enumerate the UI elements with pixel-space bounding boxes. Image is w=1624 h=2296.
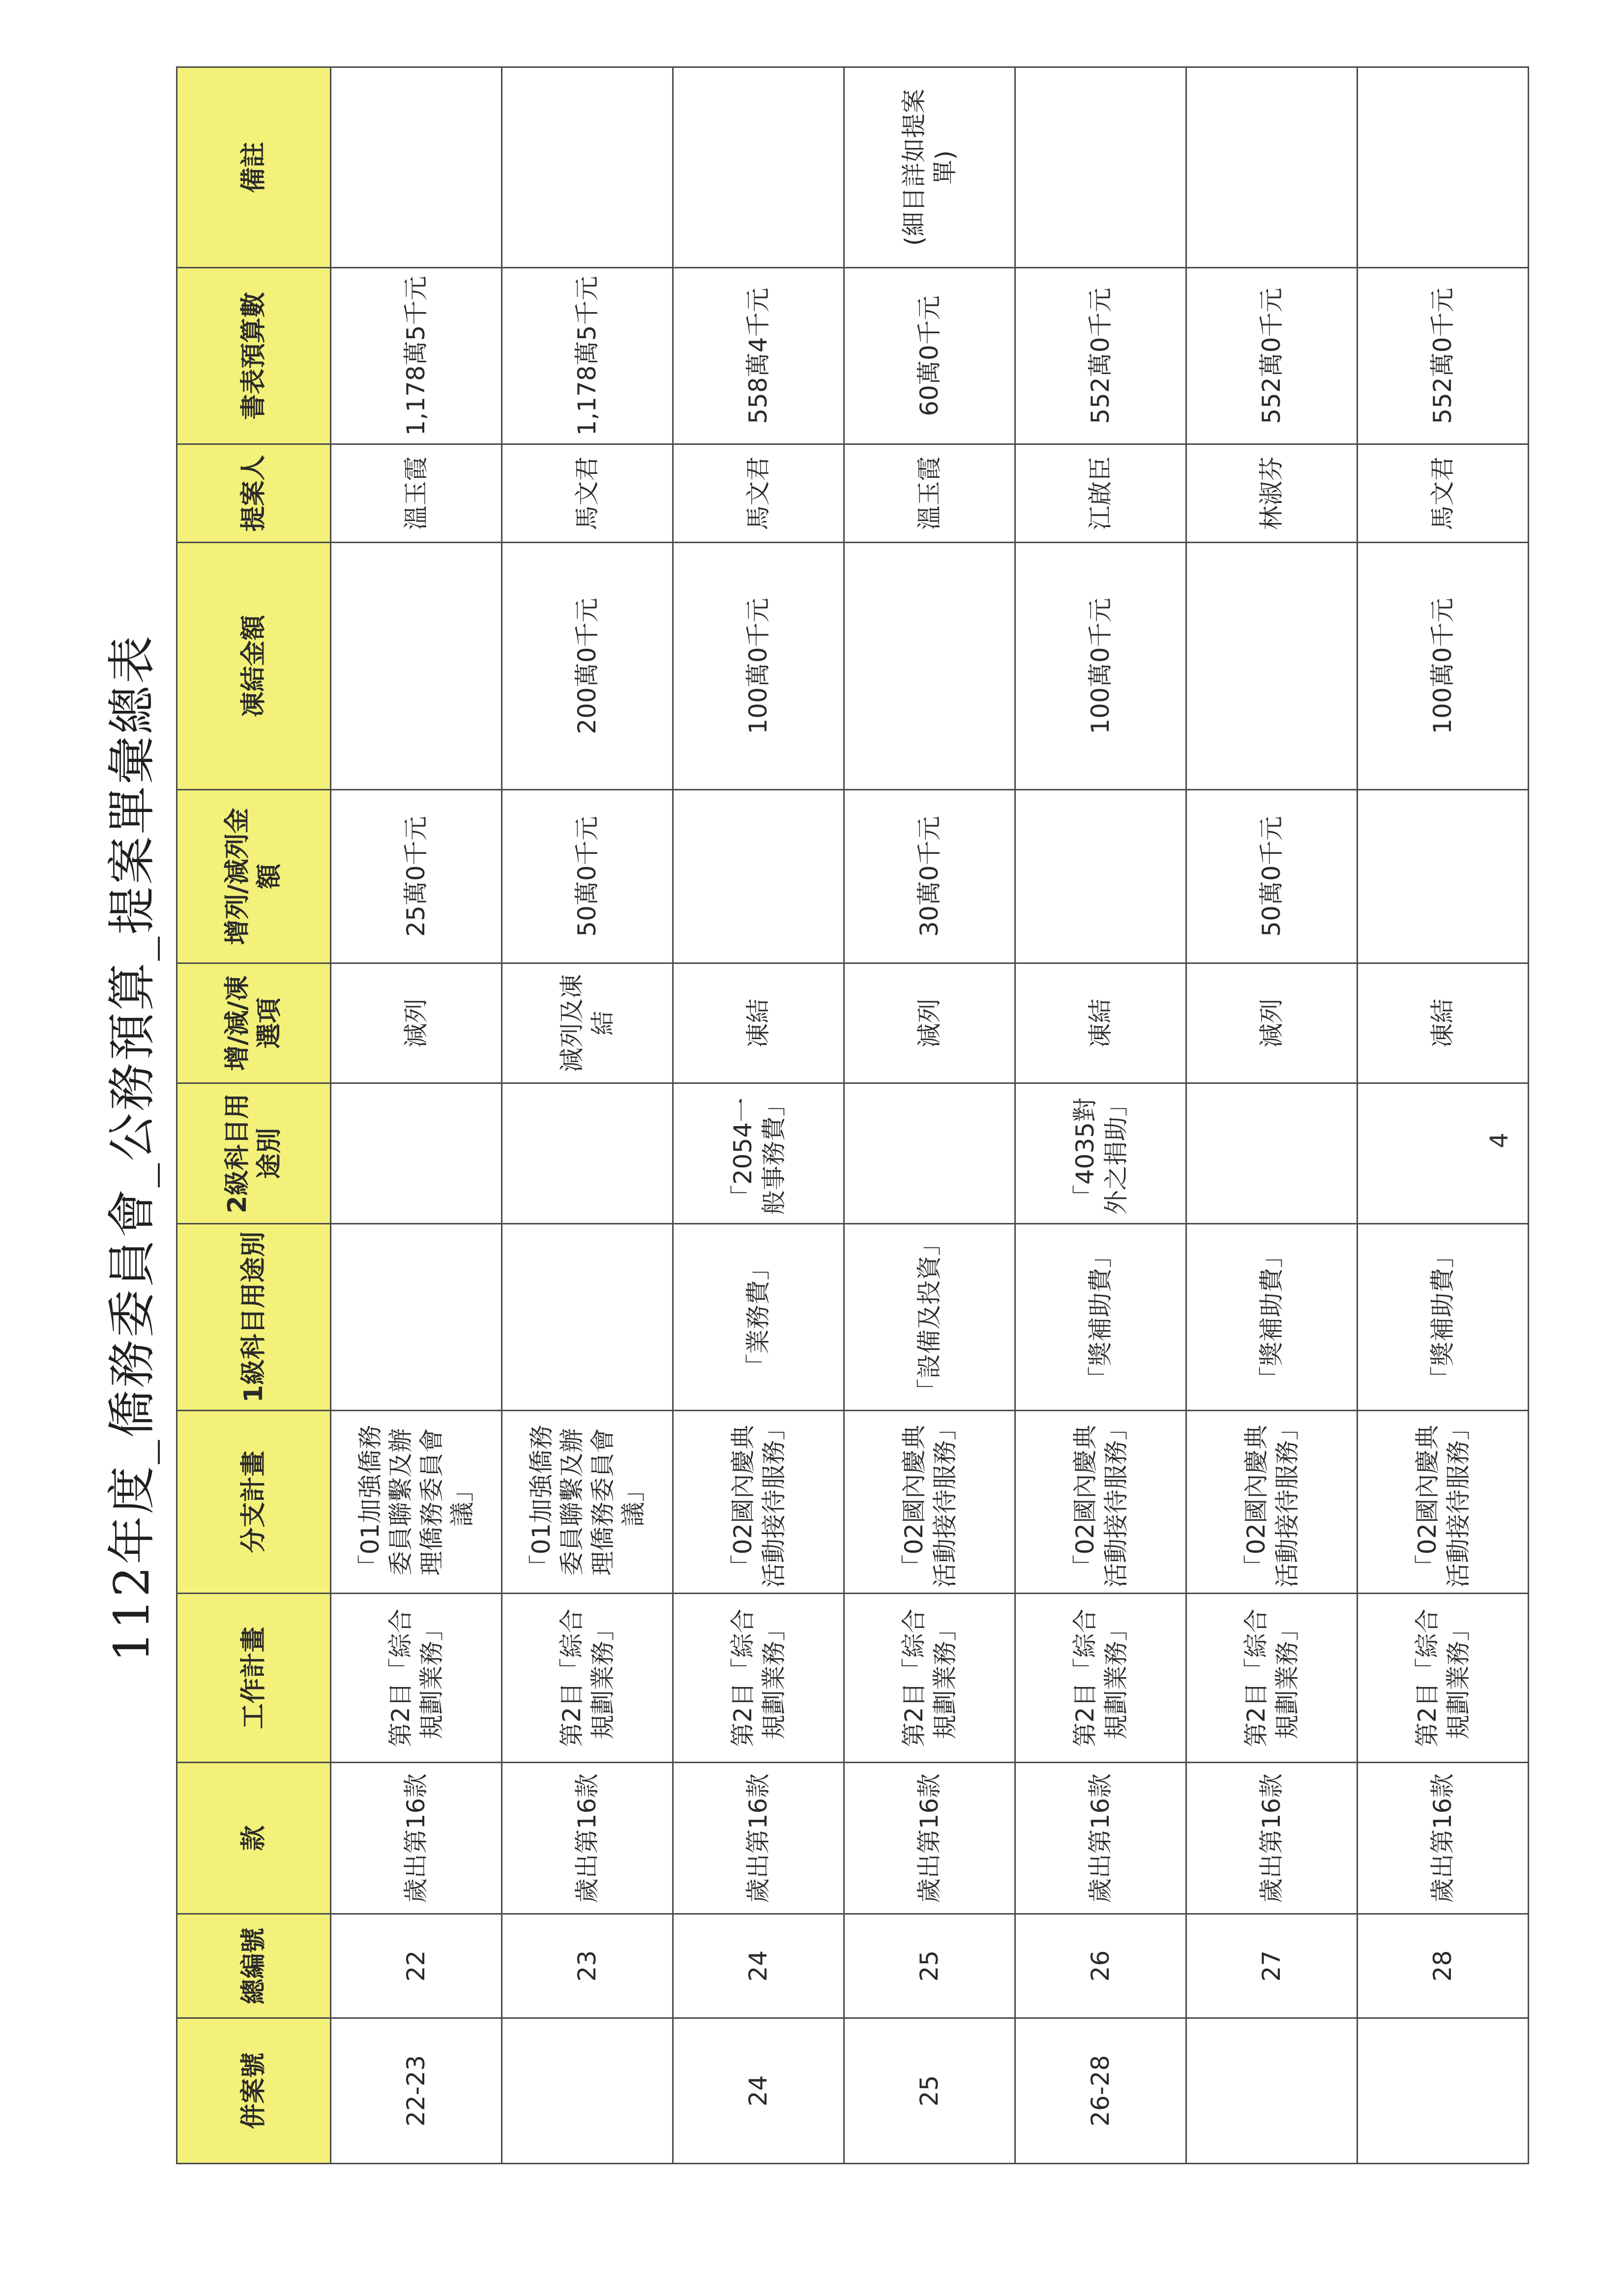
level1-cell — [502, 1224, 673, 1411]
change-amount-cell — [1358, 790, 1529, 963]
page-number: 4 — [1485, 1133, 1513, 1148]
serial-no-cell: 28 — [1358, 1914, 1529, 2018]
merged-no-cell — [1186, 2018, 1358, 2164]
serial-no-cell: 27 — [1186, 1914, 1358, 2018]
proposer-cell: 馬文君 — [673, 444, 844, 543]
header-remark: 備註 — [177, 67, 331, 268]
change-amount-cell — [673, 790, 844, 963]
freeze-amount-cell: 100萬0千元 — [1015, 543, 1186, 790]
level1-cell: 「業務費」 — [673, 1224, 844, 1411]
merged-no-cell: 25 — [844, 2018, 1015, 2164]
change-amount-cell: 30萬0千元 — [844, 790, 1015, 963]
change-amount-cell: 50萬0千元 — [1186, 790, 1358, 963]
merged-no-cell — [502, 2018, 673, 2164]
header-work-plan: 工作計畫 — [177, 1594, 331, 1763]
section-cell: 歲出第16款 — [1358, 1763, 1529, 1914]
sub-plan-cell: 「02國內慶典活動接待服務」 — [844, 1411, 1015, 1594]
level2-cell — [1186, 1083, 1358, 1224]
remark-cell — [502, 67, 673, 268]
sub-plan-cell: 「02國內慶典活動接待服務」 — [1186, 1411, 1358, 1594]
header-merged-no: 併案號 — [177, 2018, 331, 2164]
table-row — [844, 67, 1015, 2164]
action-cell: 減列 — [844, 963, 1015, 1083]
level2-cell: 「4035對外之捐助」 — [1015, 1083, 1186, 1224]
work-plan-cell: 第2目「綜合規劃業務」 — [844, 1594, 1015, 1763]
work-plan-cell: 第2目「綜合規劃業務」 — [1358, 1594, 1529, 1763]
remark-cell — [1015, 67, 1186, 268]
change-amount-cell — [1015, 790, 1186, 963]
action-cell: 減列及凍結 — [502, 963, 673, 1083]
freeze-amount-cell — [844, 543, 1015, 790]
serial-no-cell: 24 — [673, 1914, 844, 2018]
work-plan-cell: 第2目「綜合規劃業務」 — [1186, 1594, 1358, 1763]
section-cell: 歲出第16款 — [331, 1763, 502, 1914]
header-budget: 書表預算數 — [177, 268, 331, 444]
header-freeze-amount: 凍結金額 — [177, 543, 331, 790]
level2-cell — [844, 1083, 1015, 1224]
table-row — [673, 67, 844, 2164]
budget-cell: 558萬4千元 — [673, 268, 844, 444]
action-cell: 凍結 — [1015, 963, 1186, 1083]
budget-cell: 552萬0千元 — [1015, 268, 1186, 444]
sub-plan-cell: 「02國內慶典活動接待服務」 — [1015, 1411, 1186, 1594]
header-serial-no: 總編號 — [177, 1914, 331, 2018]
table-row — [1186, 67, 1358, 2164]
serial-no-cell: 26 — [1015, 1914, 1186, 2018]
work-plan-cell: 第2目「綜合規劃業務」 — [331, 1594, 502, 1763]
level2-cell — [502, 1083, 673, 1224]
budget-cell: 1,178萬5千元 — [331, 268, 502, 444]
header-level1: 1級科目用途別 — [177, 1224, 331, 1411]
table-row — [1015, 67, 1186, 2164]
work-plan-cell: 第2目「綜合規劃業務」 — [673, 1594, 844, 1763]
sub-plan-cell: 「02國內慶典活動接待服務」 — [673, 1411, 844, 1594]
sub-plan-cell: 「02國內慶典活動接待服務」 — [1358, 1411, 1529, 1594]
level2-cell — [331, 1083, 502, 1224]
header-row — [177, 67, 331, 2164]
remark-cell — [1358, 67, 1529, 268]
serial-no-cell: 22 — [331, 1914, 502, 2018]
header-proposer: 提案人 — [177, 444, 331, 543]
sub-plan-cell: 「01加強僑務委員聯繫及辦理僑務委員會議」 — [331, 1411, 502, 1594]
action-cell: 凍結 — [673, 963, 844, 1083]
proposer-cell: 林淑芬 — [1186, 444, 1358, 543]
table-row — [502, 67, 673, 2164]
section-cell: 歲出第16款 — [502, 1763, 673, 1914]
proposer-cell: 溫玉霞 — [331, 444, 502, 543]
work-plan-cell: 第2目「綜合規劃業務」 — [502, 1594, 673, 1763]
serial-no-cell: 25 — [844, 1914, 1015, 2018]
level1-cell — [331, 1224, 502, 1411]
section-cell: 歲出第16款 — [844, 1763, 1015, 1914]
header-action: 增/減/凍選項 — [177, 963, 331, 1083]
action-cell: 凍結 — [1358, 963, 1529, 1083]
level1-cell: 「獎補助費」 — [1358, 1224, 1529, 1411]
action-cell: 減列 — [1186, 963, 1358, 1083]
action-cell: 減列 — [331, 963, 502, 1083]
proposer-cell: 江啟臣 — [1015, 444, 1186, 543]
freeze-amount-cell: 100萬0千元 — [1358, 543, 1529, 790]
freeze-amount-cell — [331, 543, 502, 790]
table-row — [331, 67, 502, 2164]
header-change-amount: 增列/減列金額 — [177, 790, 331, 963]
table-row — [1358, 67, 1529, 2164]
freeze-amount-cell — [1186, 543, 1358, 790]
budget-cell: 552萬0千元 — [1186, 268, 1358, 444]
serial-no-cell: 23 — [502, 1914, 673, 2018]
work-plan-cell: 第2目「綜合規劃業務」 — [1015, 1594, 1186, 1763]
merged-no-cell: 22-23 — [331, 2018, 502, 2164]
level1-cell: 「獎補助費」 — [1186, 1224, 1358, 1411]
level1-cell: 「設備及投資」 — [844, 1224, 1015, 1411]
remark-cell — [1186, 67, 1358, 268]
header-sub-plan: 分支計畫 — [177, 1411, 331, 1594]
level1-cell: 「獎補助費」 — [1015, 1224, 1186, 1411]
section-cell: 歲出第16款 — [673, 1763, 844, 1914]
merged-no-cell: 24 — [673, 2018, 844, 2164]
freeze-amount-cell: 100萬0千元 — [673, 543, 844, 790]
budget-cell: 1,178萬5千元 — [502, 268, 673, 444]
proposer-cell: 馬文君 — [1358, 444, 1529, 543]
budget-cell: 60萬0千元 — [844, 268, 1015, 444]
budget-cell: 552萬0千元 — [1358, 268, 1529, 444]
level2-cell: 「2054一般事務費」 — [673, 1083, 844, 1224]
section-cell: 歲出第16款 — [1186, 1763, 1358, 1914]
merged-no-cell — [1358, 2018, 1529, 2164]
remark-cell — [331, 67, 502, 268]
proposer-cell: 馬文君 — [502, 444, 673, 543]
sub-plan-cell: 「01加強僑務委員聯繫及辦理僑務委員會議」 — [502, 1411, 673, 1594]
section-cell: 歲出第16款 — [1015, 1763, 1186, 1914]
change-amount-cell: 25萬0千元 — [331, 790, 502, 963]
freeze-amount-cell: 200萬0千元 — [502, 543, 673, 790]
change-amount-cell: 50萬0千元 — [502, 790, 673, 963]
proposer-cell: 溫玉霞 — [844, 444, 1015, 543]
remark-cell — [673, 67, 844, 268]
merged-no-cell: 26-28 — [1015, 2018, 1186, 2164]
header-section: 款 — [177, 1763, 331, 1914]
document-title: 112年度_僑務委員會_公務預算_提案單彙總表 — [104, 634, 160, 1662]
header-level2: 2級科目用途別 — [177, 1083, 331, 1224]
remark-cell: (細目詳如提案單) — [844, 67, 1015, 268]
proposal-summary-table — [176, 66, 1529, 2164]
level2-cell — [1358, 1083, 1529, 1224]
